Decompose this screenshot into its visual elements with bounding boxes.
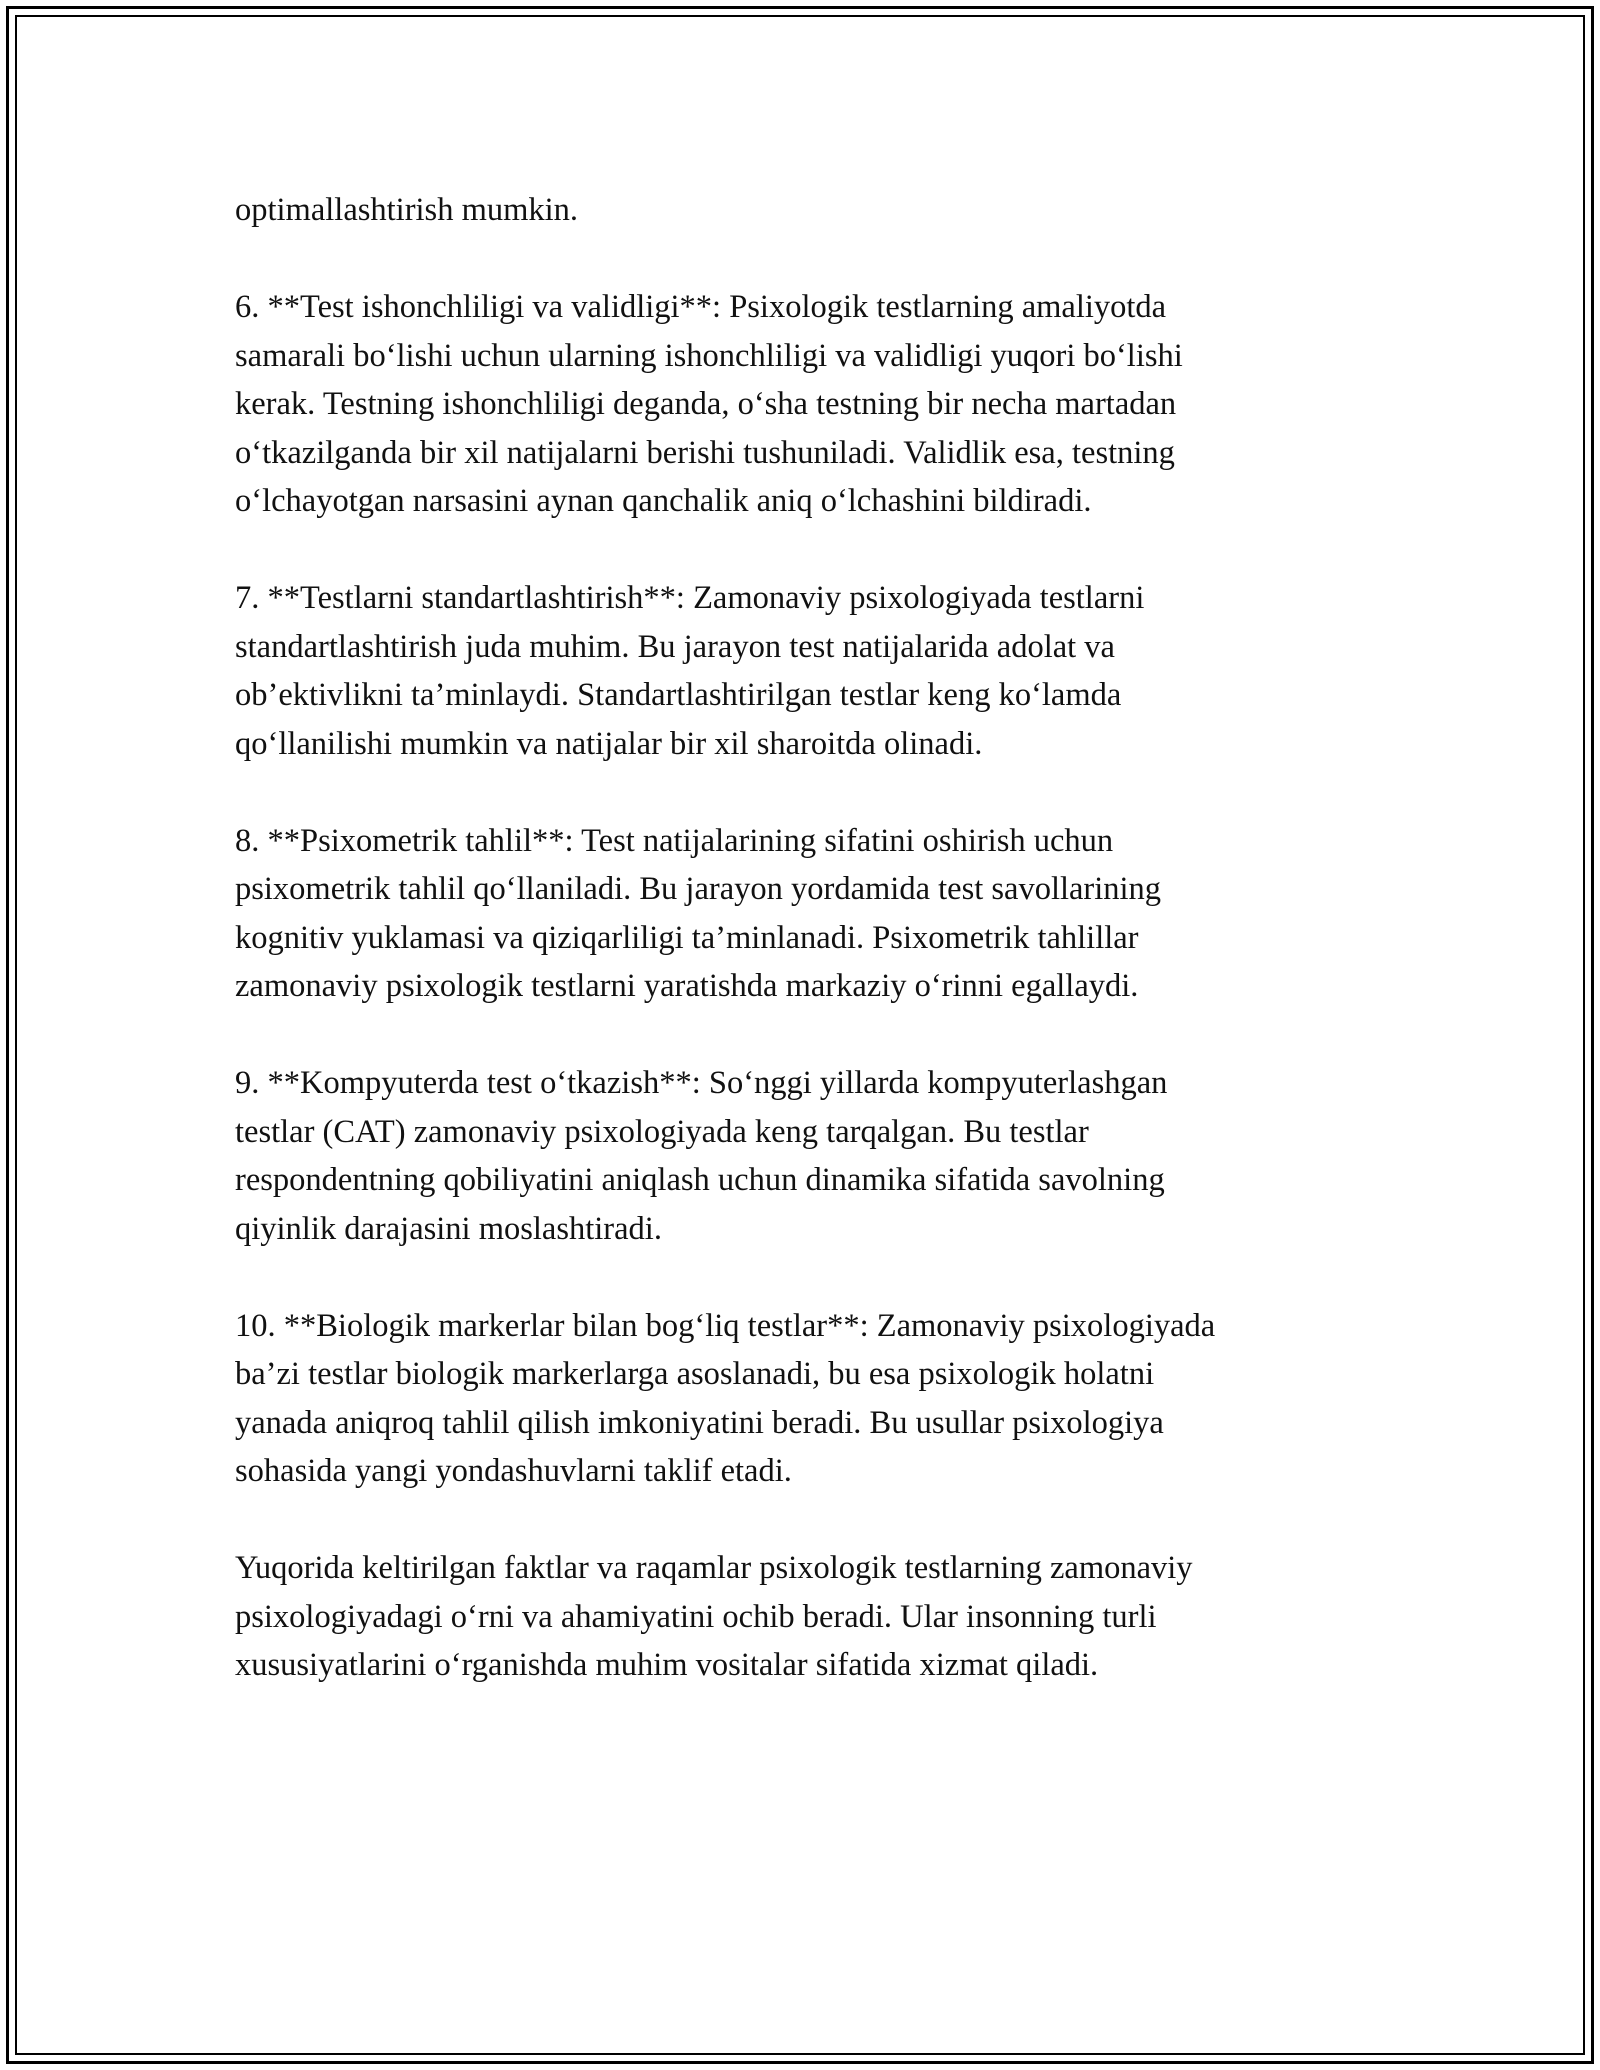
paragraph-item-6: 6. **Test ishonchliligi va validligi**: Psixologik testlarning amaliyotda samarali bo‘lishi uchun ularning ishonchliligi va validligi yuqori bo‘lishi kerak. Testning ishonchliligi deganda, o‘sha testning bir necha martadan o‘tkazilganda bir xil natijalarni berishi tushuniladi. Validlik esa, testning o‘lchayotgan narsasini aynan qanchalik aniq o‘lchashini bildiradi.	[235, 289, 1183, 519]
paragraph-item-7: 7. **Testlarni standartlashtirish**: Zamonaviy psixologiyada testlarni standartlashtirish juda muhim. Bu jarayon test natijalarida adolat va ob’ektivlikni ta’minlaydi. Standartlashtirilgan testlar keng ko‘lamda qo‘llanilishi mumkin va natijalar bir xil sharoitda olinadi.	[235, 580, 1145, 762]
paragraph-continuation: optimallashtirish mumkin.	[235, 192, 579, 228]
paragraph-item-10: 10. **Biologik markerlar bilan bog‘liq testlar**: Zamonaviy psixologiyada ba’zi testlar biologik markerlarga asoslanadi, bu esa psixologik holatni yanada aniqroq tahlil qilish imkoniyatini beradi. Bu usullar psixologiya sohasida yangi yondashuvlarni taklif etadi.	[235, 1307, 1216, 1489]
paragraph-item-8: 8. **Psixometrik tahlil**: Test natijalarining sifatini oshirish uchun psixometrik tahlil qo‘llaniladi. Bu jarayon yordamida test savollarining kognitiv yuklamasi va qiziqarliligi ta’minlanadi. Psixometrik tahlillar zamonaviy psixologik testlarni yaratishda markaziy o‘rinni egallaydi.	[235, 822, 1162, 1004]
document-body	[235, 186, 1375, 1738]
paragraph-conclusion: Yuqorida keltirilgan faktlar va raqamlar psixologik testlarning zamonaviy psixologiyadagi o‘rni va ahamiyatini ochib beradi. Ular insonning turli xususiyatlarini o‘rganishda muhim vositalar sifatida xizmat qiladi.	[235, 1550, 1193, 1683]
paragraph-item-9: 9. **Kompyuterda test o‘tkazish**: So‘nggi yillarda kompyuterlashgan testlar (CAT) zamonaviy psixologiyada keng tarqalgan. Bu testlar respondentning qobiliyatini aniqlash uchun dinamika sifatida savolning qiyinlik darajasini moslashtiradi.	[235, 1065, 1168, 1247]
